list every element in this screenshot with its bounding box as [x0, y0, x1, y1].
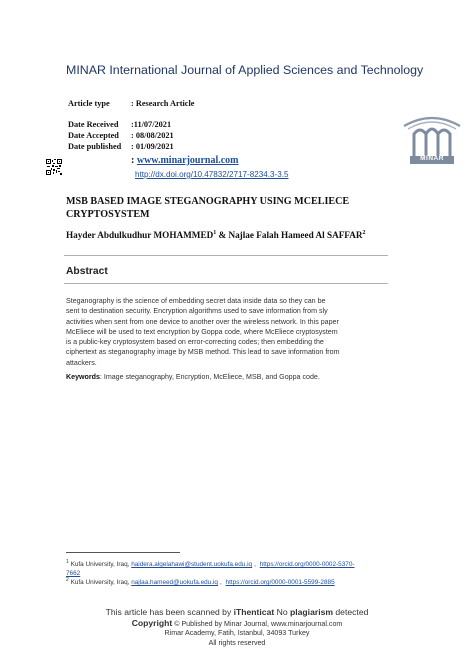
- doi-row: [135, 170, 288, 179]
- abstract-bottom-rule: [64, 283, 388, 284]
- qr-code-icon: [46, 159, 62, 175]
- copyright-text: © Published by Minar Journal, www.minarjournal.com: [174, 620, 343, 628]
- date-received-label: Date Received: [68, 120, 119, 129]
- copyright-line: [0, 618, 474, 628]
- date-accepted-value: : 08/08/2021: [131, 131, 174, 140]
- author-1: Hayder Abdulkudhur MOHAMMED: [66, 230, 214, 241]
- website-row: [131, 155, 239, 166]
- minar-logo: [400, 112, 464, 168]
- date-published-value: : 01/09/2021: [131, 142, 174, 151]
- date-accepted-label: Date Accepted: [68, 131, 119, 140]
- address-line: Rimar Academy, Fatih, Istanbul, 34093 Turkey: [164, 629, 310, 637]
- footnote-1-email[interactable]: haidera.algelahawi@student.uokufa.edu.iq: [131, 561, 253, 569]
- plagiarism-notice: [0, 607, 474, 617]
- scan-text: This article has been scanned by: [105, 607, 232, 617]
- website-prefix: :: [131, 155, 135, 166]
- no-text: No: [276, 607, 288, 617]
- footnote-2-affiliation: Kufa University, Iraq,: [70, 579, 130, 587]
- abstract-top-rule: [64, 255, 388, 256]
- footnote-1-affiliation: Kufa University, Iraq,: [70, 561, 130, 569]
- abstract-line: attackers.: [66, 358, 97, 367]
- article-title-line: MSB BASED IMAGE STEGANOGRAPHY USING MCELIECE: [66, 196, 350, 207]
- date-published-row: [68, 142, 174, 151]
- article-type-value: : Research Article: [131, 99, 195, 108]
- author-1-sup: 1: [213, 230, 217, 236]
- footnote-1-num: 1: [66, 559, 69, 565]
- abstract-line: ciphertext as steganography image by MSB method. This lead to save information from: [66, 348, 340, 357]
- footnote-1-orcid[interactable]: https://orcid.org/0000-0002-5370-: [259, 561, 355, 569]
- footnote-1-orcid-cont[interactable]: 7662: [66, 569, 81, 577]
- footnote-2-num: 2: [66, 577, 69, 583]
- author-connector: &: [218, 230, 227, 241]
- article-type-label: Article type: [68, 99, 110, 108]
- keywords-label: Keywords: [66, 373, 100, 381]
- doi-link[interactable]: http://dx.doi.org/10.47832/2717-8234.3-3.5: [135, 170, 289, 179]
- plagiarism-label: plagiarism: [290, 607, 334, 617]
- copyright-label: Copyright: [131, 618, 173, 628]
- date-accepted-row: [68, 131, 174, 140]
- journal-title: MINAR International Journal of Applied Sciences and Technology: [66, 63, 424, 77]
- abstract-line: McEliece will be used to text encryption by Goppa code, where McEliece cryptosystem: [66, 327, 338, 336]
- article-title: [66, 195, 349, 221]
- date-received-value: :11/07/2021: [131, 120, 172, 129]
- abstract-line: Steganography is the science of embedding secret data inside data so they can be: [66, 297, 326, 305]
- logo-text: MINAR: [420, 155, 444, 162]
- keywords-line: [66, 373, 320, 381]
- detected-text: detected: [335, 607, 369, 617]
- footnote-rule: [66, 552, 180, 553]
- abstract-line: sent to destination security. Encryption algorithms used to save information from sly: [66, 307, 328, 316]
- keywords-text: : Image steganography, Encryption, McEliece, MSB, and Goppa code.: [99, 373, 320, 381]
- author-2: Najlae Falah Hameed Al SAFFAR: [228, 230, 363, 241]
- website-link[interactable]: www.minarjournal.com: [136, 155, 239, 166]
- authors-line: [66, 230, 366, 240]
- footnote-2-orcid[interactable]: https://orcid.org/0000-0001-5599-2885: [225, 579, 335, 587]
- abstract-heading: Abstract: [66, 266, 108, 277]
- footnote-1: $^1$ Kufa University, Iraq, haidera.algelahawi@student.uokufa.edu.iq , https://orcid.org/0000-0002-5370- 7662: [66, 559, 355, 577]
- rights-line: All rights reserved: [208, 639, 266, 647]
- footnote-2: $^2$ Kufa University, Iraq, najlaa.hameed@uokufa.edu.iq , https://orcid.org/0000-0001-5599-2885: [66, 577, 335, 587]
- article-title-line: CRYPTOSYSTEM: [66, 209, 150, 220]
- author-2-sup: 2: [362, 230, 366, 236]
- abstract-line: is a public-key cryptosystem based on error-correcting codes; then embedding the: [66, 338, 324, 347]
- date-received-row: [68, 120, 172, 129]
- article-type-row: [68, 99, 195, 108]
- footnote-2-email[interactable]: najlaa.hameed@uokufa.edu.iq: [131, 579, 218, 587]
- abstract-body: [66, 296, 372, 368]
- abstract-line: activities when sent from one device to another over the wireless network. In this paper: [66, 317, 339, 326]
- ithenticat-label: iThenticat: [233, 607, 275, 617]
- date-published-label: Date published: [68, 142, 122, 151]
